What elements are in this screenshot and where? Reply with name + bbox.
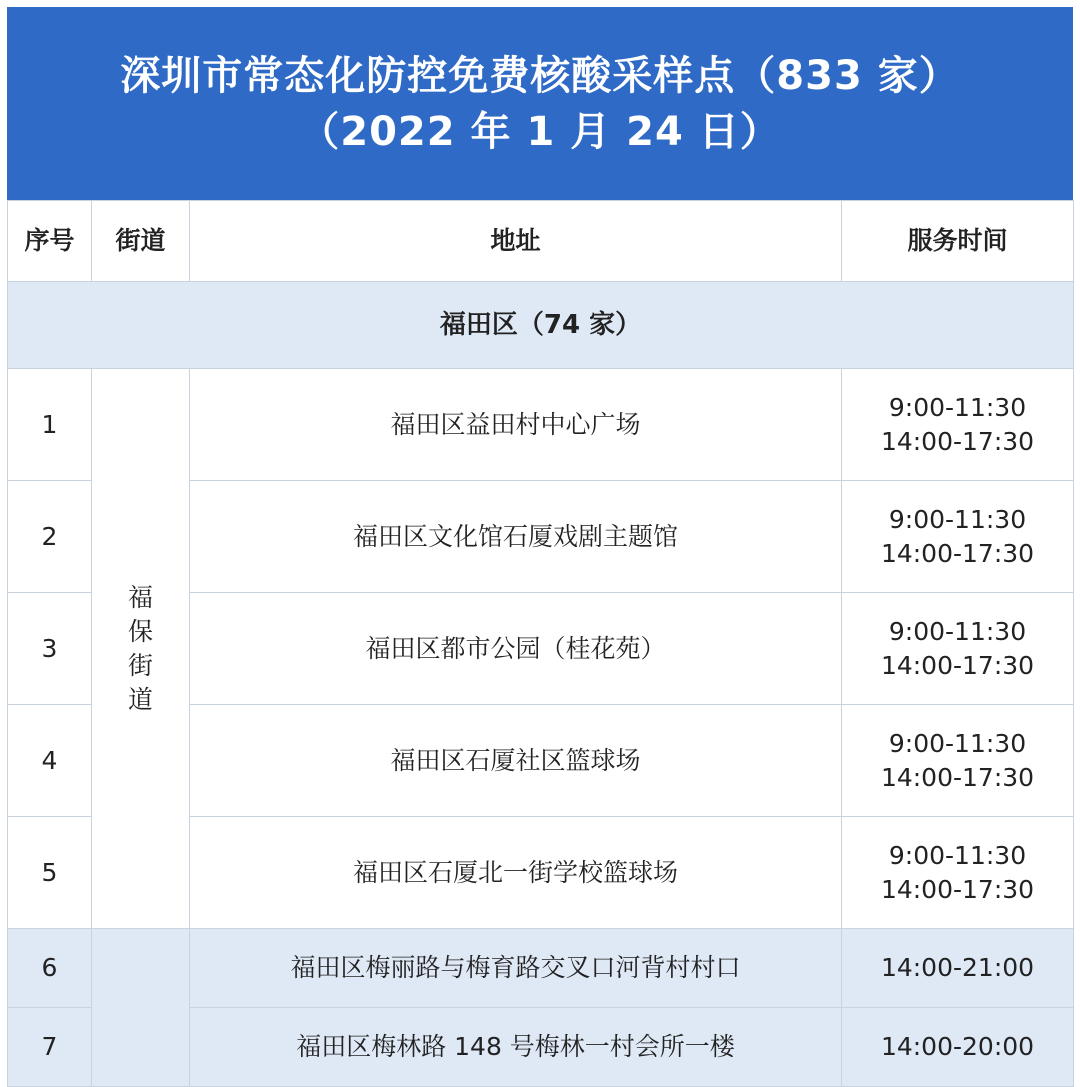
row-number: 4: [8, 705, 92, 817]
row-number: 2: [8, 481, 92, 593]
document-frame: [7, 7, 1073, 1079]
row-number: 5: [8, 817, 92, 929]
column-header-address: 地址: [190, 201, 842, 282]
row-number: 3: [8, 593, 92, 705]
title-banner: [7, 7, 1073, 200]
row-address: 福田区益田村中心广场: [190, 369, 842, 481]
column-header-street: 街道: [92, 201, 190, 282]
row-time: [842, 705, 1074, 817]
table-row: [8, 929, 1074, 1008]
time-afternoon: 14:00-17:30: [880, 650, 1035, 680]
row-time: 14:00-21:00: [842, 929, 1074, 1008]
district-row: [8, 282, 1074, 369]
row-time: [842, 817, 1074, 929]
time-afternoon: 14:00-17:30: [880, 874, 1035, 904]
title-line-1: 深圳市常态化防控免费核酸采样点（833 家）: [120, 52, 960, 99]
row-address: 福田区石厦社区篮球场: [190, 705, 842, 817]
row-number: 7: [8, 1008, 92, 1087]
time-afternoon: 14:00-17:30: [880, 426, 1035, 456]
time-afternoon: 14:00-17:30: [880, 538, 1035, 568]
title-line-2: （2022 年 1 月 24 日）: [299, 108, 781, 155]
row-address: 福田区石厦北一街学校篮球场: [190, 817, 842, 929]
district-label: 福田区（74 家）: [8, 282, 1074, 369]
row-address: 福田区文化馆石厦戏剧主题馆: [190, 481, 842, 593]
street-cell-fubao: [92, 369, 190, 929]
time-morning: 9:00-11:30: [888, 840, 1027, 870]
time-morning: 9:00-11:30: [888, 616, 1027, 646]
row-time: 14:00-20:00: [842, 1008, 1074, 1087]
row-address: 福田区梅林路 148 号梅林一村会所一楼: [190, 1008, 842, 1087]
row-time: [842, 593, 1074, 705]
sampling-sites-table: [7, 200, 1074, 1087]
table-header-row: [8, 201, 1074, 282]
street-name: 福保街道: [127, 582, 153, 714]
row-address: 福田区梅丽路与梅育路交叉口河背村村口: [190, 929, 842, 1008]
time-afternoon: 14:00-17:30: [880, 762, 1035, 792]
time-morning: 9:00-11:30: [888, 504, 1027, 534]
table-row: [8, 369, 1074, 481]
row-number: 6: [8, 929, 92, 1008]
row-number: 1: [8, 369, 92, 481]
time-morning: 9:00-11:30: [888, 728, 1027, 758]
column-header-time: 服务时间: [842, 201, 1074, 282]
street-cell-next: [92, 929, 190, 1087]
row-time: [842, 369, 1074, 481]
time-morning: 9:00-11:30: [888, 392, 1027, 422]
row-address: 福田区都市公园（桂花苑）: [190, 593, 842, 705]
row-time: [842, 481, 1074, 593]
column-header-no: 序号: [8, 201, 92, 282]
